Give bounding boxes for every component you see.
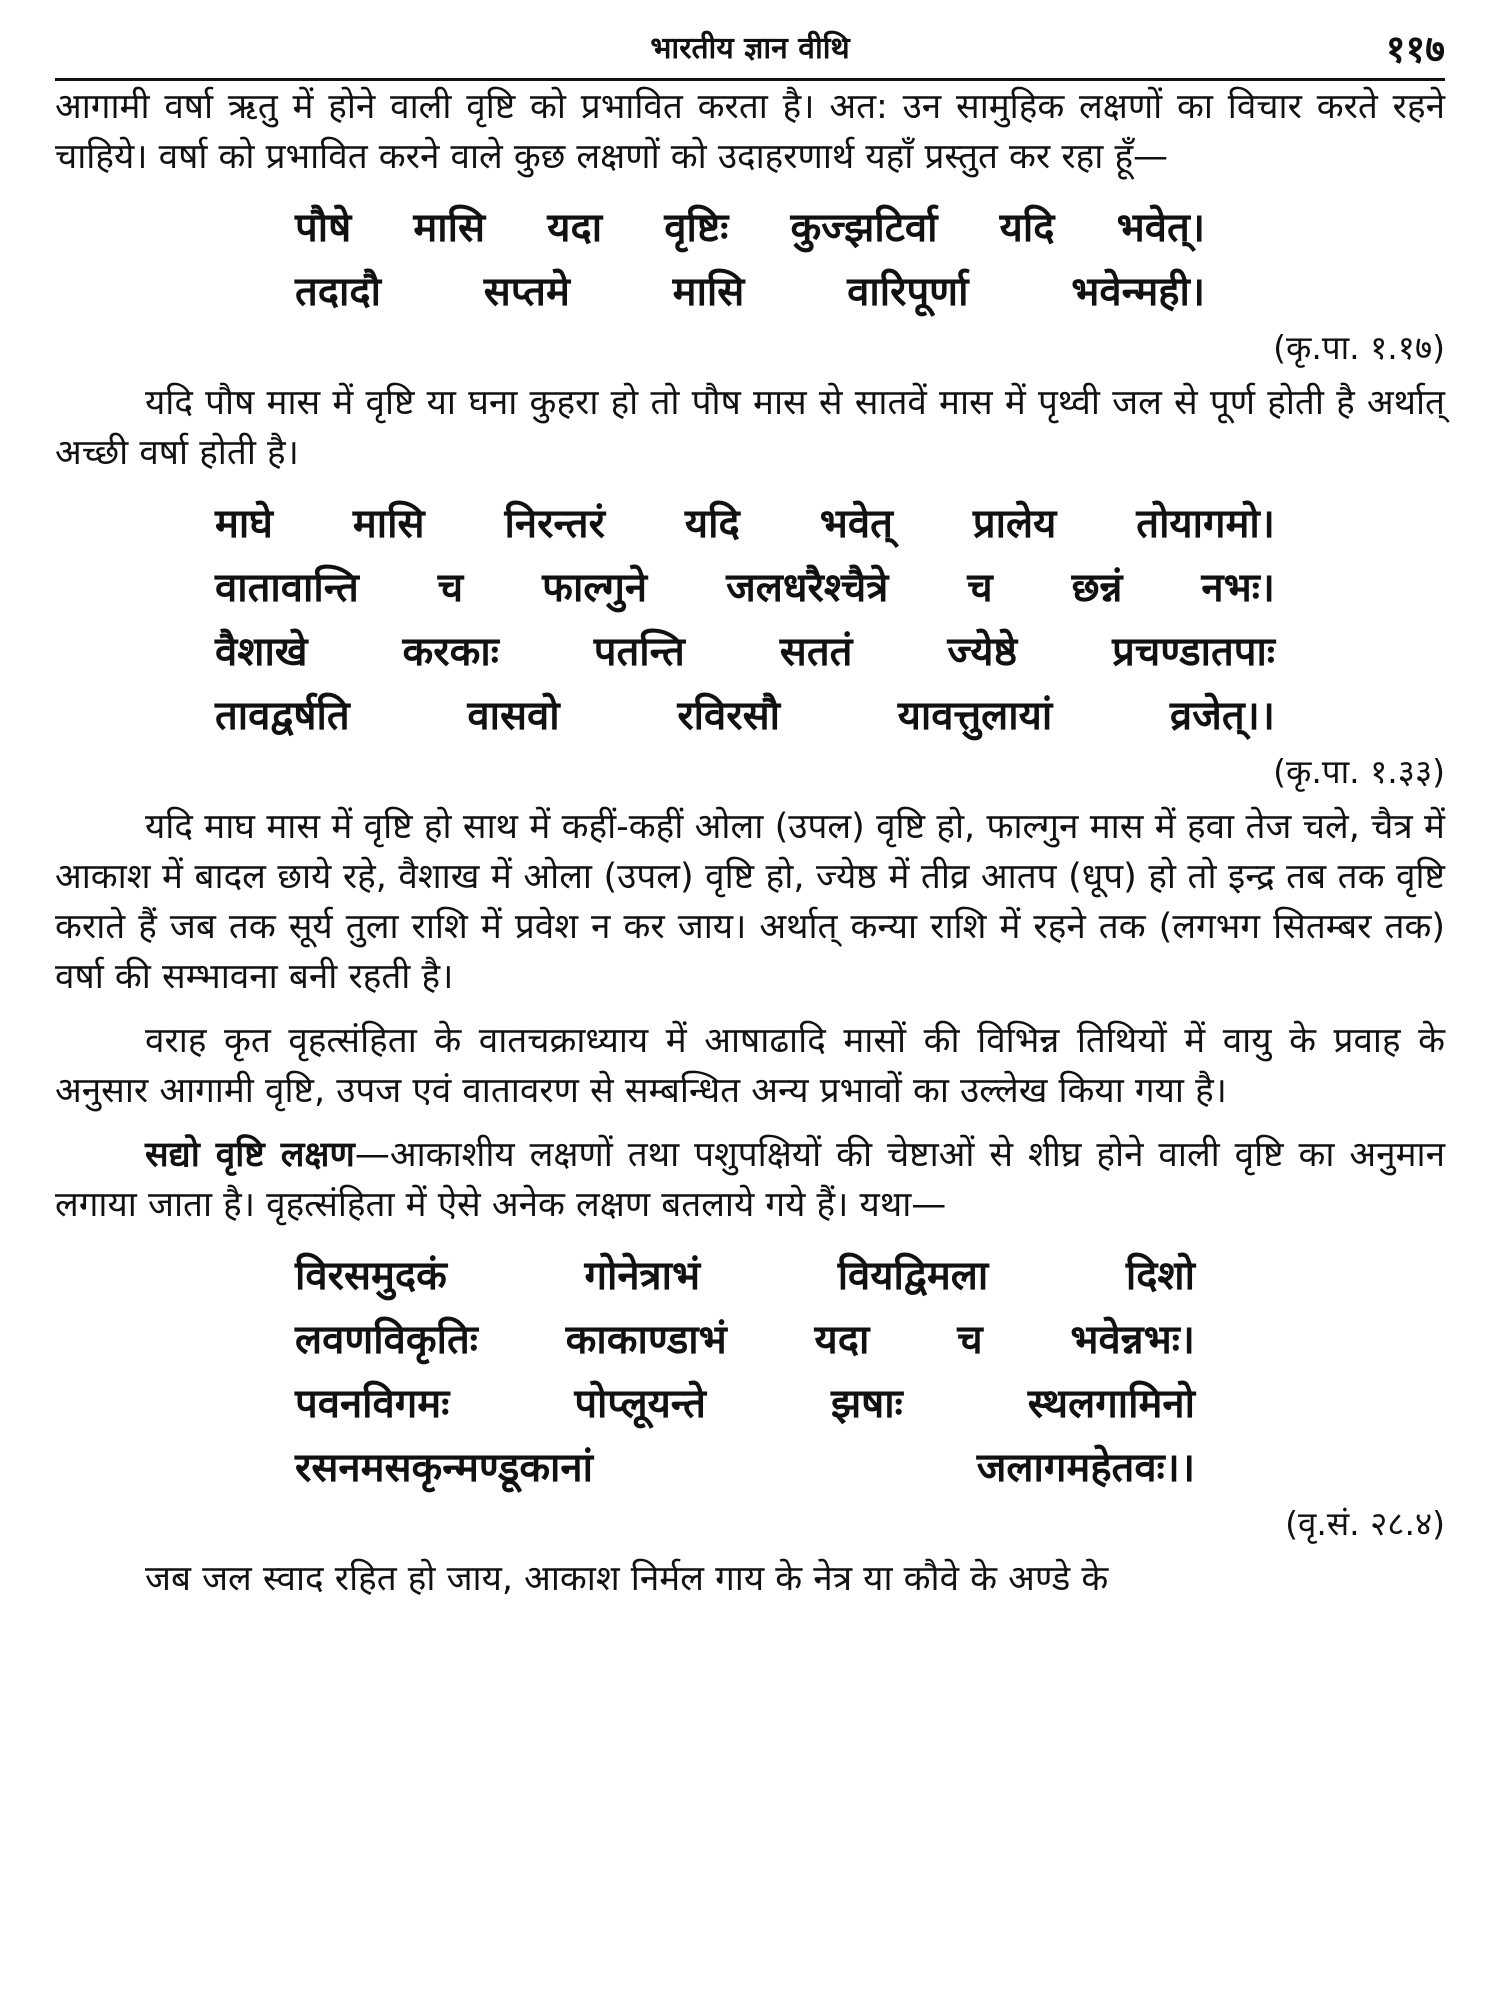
- verse-word: वृष्टिः: [664, 205, 729, 251]
- verse-word: प्रचण्डातपाः: [1112, 629, 1275, 675]
- page-body: [55, 82, 1445, 1618]
- verse-word: च: [957, 1317, 983, 1363]
- verse-word: ज्येष्ठे: [947, 629, 1018, 675]
- paragraph-1: आगामी वर्षा ऋतु में होने वाली वृष्टि को प्रभावित करता है। अत: उन सामुहिक लक्षणों का विचार करते रहने चाहिये। वर्षा को प्रभावित करने वाले कुछ लक्षणों को उदाहरणार्थ यहाँ प्रस्तुत कर रहा हूँ—: [55, 87, 1445, 177]
- verse-word: वारिपूर्णा: [847, 269, 969, 315]
- verse-word: यदि: [684, 501, 740, 547]
- verse-word: दिशो: [1125, 1253, 1195, 1299]
- verse-line: [55, 620, 1445, 684]
- verse-line: [55, 684, 1445, 748]
- verse-word: च: [967, 565, 993, 611]
- verse-word: मासि: [413, 205, 486, 251]
- verse-line: [55, 1436, 1445, 1500]
- verse-word: मासि: [672, 269, 745, 315]
- verse-word: भवेत्।: [1116, 205, 1205, 251]
- page-number: ११७: [1385, 27, 1445, 71]
- verse-word: व्रजेत्।।: [1169, 693, 1275, 739]
- verse-word: वियद्विमला: [837, 1253, 989, 1299]
- verse-word: तोयागमो।: [1136, 501, 1275, 547]
- section-term: सद्यो वृष्टि लक्षण: [145, 1135, 355, 1175]
- paragraph-2: यदि पौष मास में वृष्टि या घना कुहरा हो तो पौष मास से सातवें मास में पृथ्वी जल से पूर्ण होती है अर्थात् अच्छी वर्षा होती है।: [55, 383, 1445, 473]
- verse-word: माघे: [215, 501, 273, 547]
- verse-2: [55, 492, 1445, 748]
- page-header: [55, 22, 1445, 70]
- verse-word: सप्तमे: [483, 269, 570, 315]
- verse-word: काकाण्डाभं: [565, 1317, 727, 1363]
- verse-word: सततं: [779, 629, 853, 675]
- verse-word: छन्नं: [1071, 565, 1123, 611]
- citation-3: (वृ.सं. २८.४): [1285, 1504, 1445, 1543]
- verse-word: जलागमहेतवः।।: [976, 1445, 1195, 1491]
- paragraph-5-text: —आकाशीय लक्षणों तथा पशुपक्षियों की चेष्टाओं से शीघ्र होने वाली वृष्टि का अनुमान लगाया जाता है। वृहत्संहिता में ऐसे अनेक लक्षण बतलाये गये हैं। यथा—: [55, 1135, 1445, 1225]
- verse-word: रविरसौ: [677, 693, 781, 739]
- verse-word: फाल्गुने: [542, 565, 648, 611]
- verse-word: वासवो: [467, 693, 560, 739]
- verse-word: मासि: [352, 501, 425, 547]
- verse-word: तावद्वर्षति: [215, 693, 350, 739]
- verse-word: यावत्तुलायां: [897, 693, 1053, 739]
- verse-word: जलधरैश्चैत्रे: [726, 565, 889, 611]
- verse-word: नभः।: [1201, 565, 1275, 611]
- verse-word: पवनविगमः: [295, 1381, 450, 1427]
- verse-word: स्थलगामिनो: [1027, 1381, 1195, 1427]
- verse-line: [55, 556, 1445, 620]
- verse-word: च: [437, 565, 464, 611]
- paragraph-3: यदि माघ मास में वृष्टि हो साथ में कहीं-कहीं ओला (उपल) वृष्टि हो, फाल्गुन मास में हवा तेज चले, चैत्र में आकाश में बादल छाये रहे, वैशाख में ओला (उपल) वृष्टि हो, ज्येष्ठ में तीव्र आतप (धूप) हो तो इन्द्र तब तक वृष्टि कराते हैं जब तक सूर्य तुला राशि में प्रवेश न कर जाय। अर्थात् कन्या राशि में रहने तक (लगभग सितम्बर तक) वर्षा की सम्भावना बनी रहती है।: [55, 807, 1445, 997]
- verse-word: भवेत्: [819, 501, 893, 547]
- verse-word: रसनमसकृन्मण्डूकानां: [295, 1445, 593, 1491]
- paragraph-4: वराह कृत वृहत्संहिता के वातचक्राध्याय में आषाढादि मासों की विभिन्न तिथियों में वायु के प्रवाह के अनुसार आगामी वृष्टि, उपज एवं वातावरण से सम्बन्धित अन्य प्रभावों का उल्लेख किया गया है।: [55, 1021, 1445, 1111]
- verse-3: [55, 1244, 1445, 1500]
- verse-word: पौषे: [295, 205, 352, 251]
- paragraph-5: [55, 1130, 1445, 1230]
- verse-word: वातावान्ति: [215, 565, 359, 611]
- verse-word: करकाः: [402, 629, 499, 675]
- citation-1: (कृ.पा. १.१७): [1273, 328, 1445, 367]
- verse-word: गोनेत्राभं: [584, 1253, 701, 1299]
- verse-line: [55, 196, 1445, 260]
- verse-word: लवणविकृतिः: [295, 1317, 478, 1363]
- verse-line: [55, 1372, 1445, 1436]
- verse-word: झषाः: [830, 1381, 903, 1427]
- citation-2: (कृ.पा. १.३३): [1273, 752, 1445, 791]
- verse-line: [55, 1308, 1445, 1372]
- verse-word: भवेन्नभः।: [1070, 1317, 1195, 1363]
- verse-word: पोप्लूयन्ते: [574, 1381, 706, 1427]
- verse-word: वैशाखे: [215, 629, 308, 675]
- verse-word: यदि: [999, 205, 1055, 251]
- running-title: भारतीय ज्ञान वीथि: [650, 31, 850, 66]
- verse-word: यदा: [814, 1317, 870, 1363]
- verse-word: भवेन्मही।: [1071, 269, 1205, 315]
- verse-word: पतन्ति: [593, 629, 685, 675]
- verse-word: प्रालेय: [972, 501, 1057, 547]
- verse-word: यदा: [547, 205, 603, 251]
- verse-word: विरसमुदकं: [295, 1253, 447, 1299]
- verse-word: तदादौ: [295, 269, 381, 315]
- verse-word: कुज्झटिर्वा: [790, 205, 938, 251]
- verse-line: [55, 492, 1445, 556]
- header-rule: [55, 78, 1445, 81]
- paragraph-6: जब जल स्वाद रहित हो जाय, आकाश निर्मल गाय के नेत्र या कौवे के अण्डे के: [145, 1559, 1109, 1599]
- verse-word: निरन्तरं: [504, 501, 605, 547]
- verse-1: [55, 196, 1445, 324]
- verse-line: [55, 260, 1445, 324]
- verse-line: [55, 1244, 1445, 1308]
